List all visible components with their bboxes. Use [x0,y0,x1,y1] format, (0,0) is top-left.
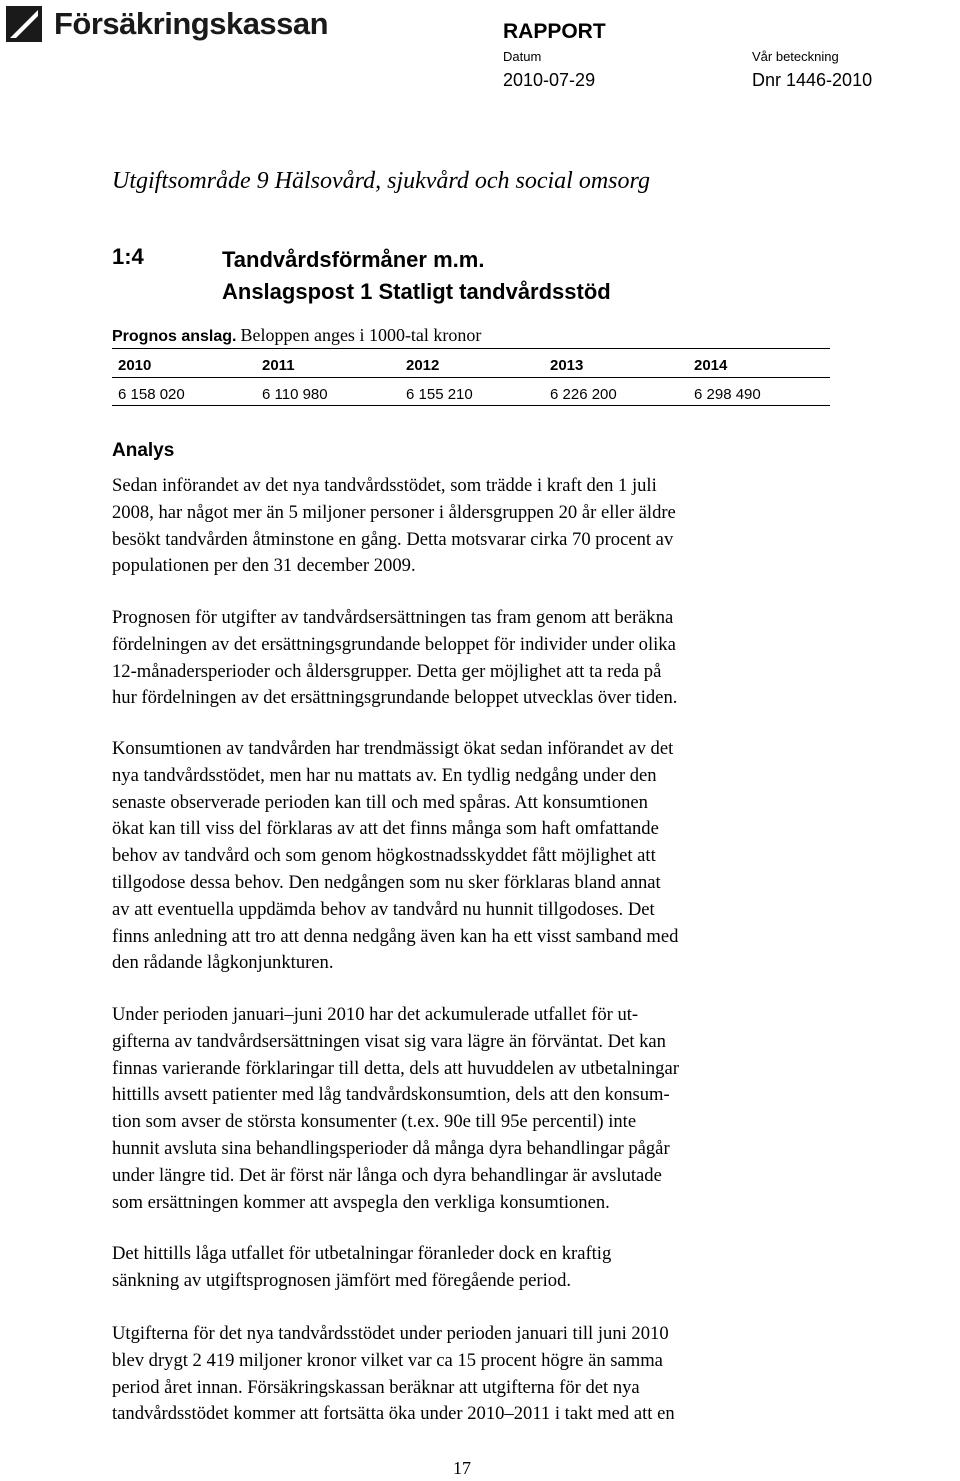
value-cell: 6 298 490 [694,386,761,403]
section-title-line2: Anslagspost 1 Statligt tandvårdsstöd [222,279,611,304]
text-line: hunnit avsluta sina behandlingsperioder då många dyra behandlingar pågår [112,1137,670,1159]
text-line: besökt tandvården åtminstone en gång. Detta motsvarar cirka 70 procent av [112,528,674,550]
analysis-heading: Analys [112,440,175,461]
year-cell: 2014 [694,357,728,374]
text-line: populationen per den 31 december 2009. [112,555,416,577]
text-line: Det hittills låga utfallet för utbetalningar föranleder dock en kraftig [112,1243,612,1264]
text-line: som ersättningen kommer att avspegla den verkliga konsumtionen. [112,1191,610,1213]
reference-value: Dnr 1446-2010 [752,70,873,90]
text-line: Prognosen för utgifter av tandvårdsersättningen tas fram genom att beräkna [112,607,674,628]
text-line: senaste observerade perioden kan till och med spåras. Att konsumtionen [112,791,648,813]
value-cell: 6 158 020 [118,386,185,403]
paragraph [112,1241,832,1295]
text-line: gifterna av tandvårdsersättningen visat sig vara lägre än förväntat. Det kan [112,1030,666,1052]
text-line: tion som avser de största konsumenter (t.ex. 90e till 95e percentil) inte [112,1111,637,1133]
year-cell: 2013 [550,357,584,374]
text-line: finns anledning att tro att denna nedgång även kan ha ett visst samband med [112,925,679,947]
date-value: 2010-07-29 [503,70,596,90]
text-line: fördelningen av det ersättningsgrundande beloppet för individer under olika [112,633,676,655]
text-line: finnas varierande förklaringar till detta, dels att huvuddelen av utbetalningar [112,1057,679,1079]
value-cell: 6 110 980 [262,386,328,403]
paragraph [112,736,832,977]
text-line: Utgifterna för det nya tandvårdsstödet under perioden januari till juni 2010 [112,1323,669,1344]
table-mid-rule [112,377,830,378]
page-number: 17 [453,1458,471,1478]
value-cell: 6 155 210 [406,386,473,403]
text-line: hittills avsett patienter med låg tandvårdskonsumtion, dels att den konsum- [112,1084,670,1106]
section-title-line1: Tandvårdsförmåner m.m. [222,247,485,272]
logo-text: Försäkringskassan [54,6,329,41]
section-title [222,244,611,308]
prognos-heading [112,325,481,346]
text-line: Konsumtionen av tandvården har trendmässigt ökat sedan införandet av det [112,738,674,759]
prognos-note: Beloppen anges i 1000-tal kronor [240,325,482,345]
text-line: ökat kan till viss del förklaras av att det finns många som haft omfattande [112,818,659,840]
year-cell: 2012 [406,357,440,374]
text-line: 12-månadersperioder och åldersgrupper. Detta ger möjlighet att ta reda på [112,660,662,682]
logo-mark-icon [6,6,42,42]
paragraph [112,605,832,712]
text-line: period året innan. Försäkringskassan beräknar att utgifterna för det nya [112,1376,640,1398]
text-line: blev drygt 2 419 miljoner kronor vilket var ca 15 procent högre än samma [112,1349,663,1371]
text-line: hur fördelningen av det ersättningsgrundande beloppet utvecklas över tiden. [112,687,678,709]
value-cell: 6 226 200 [550,386,617,403]
section-number: 1:4 [112,244,144,269]
date-label: Datum [503,49,542,64]
table-bottom-rule [112,405,830,406]
text-line: av att eventuella uppdämda behov av tandvård nu hunnit tillgodoses. Det [112,898,655,920]
text-line: Under perioden januari–juni 2010 har det ackumulerade utfallet för ut- [112,1004,639,1025]
paragraph [112,1321,832,1428]
area-title: Utgiftsområde 9 Hälsovård, sjukvård och social omsorg [112,168,650,194]
text-line: Sedan införandet av det nya tandvårdsstödet, som trädde i kraft den 1 juli [112,475,657,496]
year-cell: 2011 [262,357,295,374]
text-line: 2008, har något mer än 5 miljoner personer i åldersgruppen 20 år eller äldre [112,501,676,523]
text-line: tandvårdsstödet kommer att fortsätta öka under 2010–2011 i takt med att en [112,1403,675,1425]
text-line: behov av tandvård och som genom högkostnadsskyddet fått möjlighet att [112,845,656,867]
logo [6,4,328,44]
report-title: RAPPORT [503,20,606,43]
paragraph [112,1002,832,1216]
text-line: under längre tid. Det är först när långa och dyra behandlingar är avslutade [112,1164,662,1186]
text-line: den rådande lågkonjunkturen. [112,952,334,974]
text-line: tillgodose dessa behov. Den nedgången som nu sker förklaras bland annat [112,871,661,893]
text-line: sänkning av utgiftsprognosen jämfört med föregående period. [112,1269,572,1291]
paragraph [112,473,832,580]
reference-label: Vår beteckning [752,49,839,64]
text-line: nya tandvårdsstödet, men har nu mattats av. En tydlig nedgång under den [112,764,657,786]
year-cell: 2010 [118,357,152,374]
prognos-label: Prognos anslag. [112,328,237,345]
table-top-rule [112,348,830,349]
